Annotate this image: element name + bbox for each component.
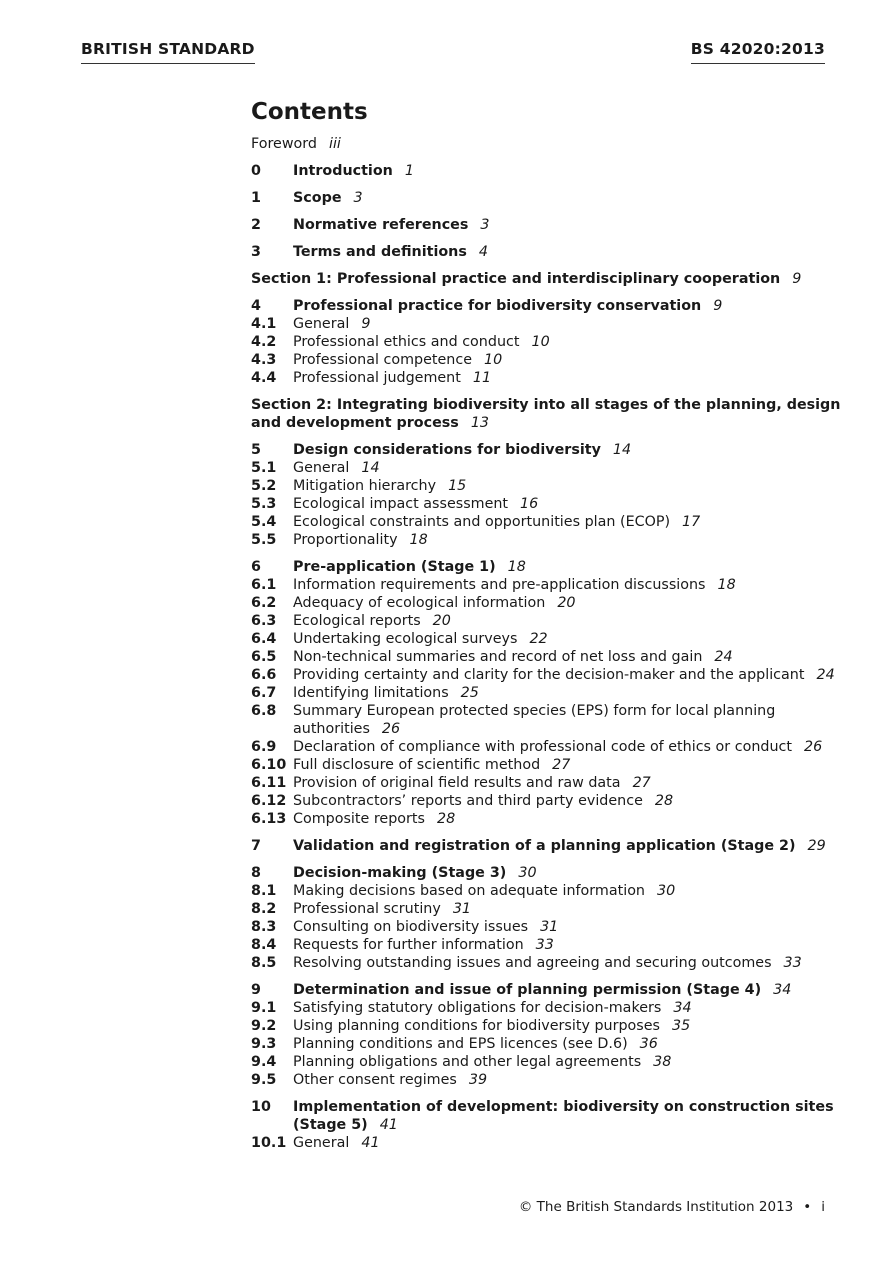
toc-entry-text [293,999,841,1017]
toc-entry-page: 18 [507,559,526,575]
toc-entry-number: 6.7 [251,685,277,701]
toc-entry-text [293,558,841,576]
toc-entry[interactable] [251,756,841,774]
toc-entry-text [293,531,841,549]
toc-entry-title: Provision of original field results and raw data [293,775,621,791]
toc-entry-page: 34 [673,1000,692,1016]
toc-entry[interactable] [251,270,841,288]
toc-group [251,189,841,207]
toc-entry-page: 24 [714,649,733,665]
toc-entry-text [293,1098,841,1134]
toc-entry-page: 18 [717,577,736,593]
header-left [81,40,255,64]
toc-entry-page: 24 [816,667,835,683]
toc-entry-number: 10 [251,1099,271,1115]
toc-entry-number: 6 [251,559,261,575]
toc-entry-page: 30 [657,883,676,899]
toc-entry-text [293,810,841,828]
toc-entry-page: 31 [540,919,559,935]
toc-entry-title: Scope [293,190,342,206]
toc-entry-page: 34 [773,982,792,998]
toc-group [251,981,841,1089]
toc-entry-number: 6.10 [251,757,287,773]
toc-entry[interactable] [251,900,841,918]
toc-entry[interactable] [251,981,841,999]
toc-entry-title: Providing certainty and clarity for the decision-maker and the applicant [293,667,805,683]
toc-entry-number: 4.1 [251,316,277,332]
toc-entry-page: 33 [783,955,802,971]
toc-entry-number: 10.1 [251,1135,287,1151]
toc-entry[interactable] [251,612,841,630]
toc-entry[interactable] [251,999,841,1017]
toc-group [251,216,841,234]
toc-group [251,441,841,549]
toc-entry-number: 6.4 [251,631,277,647]
page-number: i [821,1199,825,1215]
toc-entry-title: Planning obligations and other legal agreements [293,1054,642,1070]
toc-entry-title: Ecological constraints and opportunities plan (ECOP) [293,514,671,530]
toc-entry-page: 30 [518,865,537,881]
toc-entry-title: Professional scrutiny [293,901,441,917]
toc-entry-number: 6.11 [251,775,287,791]
toc-entry-title: Terms and definitions [293,244,467,260]
toc-entry-text [293,243,841,261]
toc-entry-page: 26 [381,721,401,737]
toc-entry[interactable] [251,513,841,531]
toc-entry-page: 35 [672,1018,691,1034]
toc-entry-number: 4.4 [251,370,277,386]
toc-entry[interactable] [251,648,841,666]
toc-entry-text [293,441,841,459]
toc-entry-page: 20 [557,595,576,611]
toc-entry[interactable] [251,738,841,756]
toc-entry-page: 13 [470,415,490,431]
toc-entry-number: 4.2 [251,334,277,350]
toc-entry-title: Undertaking ecological surveys [293,631,518,647]
toc-entry-text [293,1017,841,1035]
footer [519,1199,825,1215]
toc-entry-page: 9 [713,298,723,314]
toc-entry-text [293,738,841,756]
toc-group [251,243,841,261]
toc-entry-title: Determination and issue of planning permission (Stage 4) [293,982,762,998]
toc-entry-text [293,594,841,612]
toc-entry-number: 6.2 [251,595,277,611]
toc-entry-title: Section 2: Integrating biodiversity into all stages of the planning, design and development process [251,397,841,431]
toc-entry[interactable] [251,1098,841,1134]
toc-entry-title: Ecological reports [293,613,421,629]
toc-entry-number: 8.2 [251,901,277,917]
toc-entry[interactable] [251,810,841,828]
toc-entry-text [293,576,841,594]
toc-entry-number: 6.13 [251,811,287,827]
toc-entry-page: 3 [480,217,490,233]
toc-entry-number: 5 [251,442,261,458]
toc-entry[interactable] [251,297,841,315]
toc-entry[interactable] [251,594,841,612]
toc-entry-page: 10 [484,352,503,368]
toc-entry-text [293,882,841,900]
toc-entry[interactable] [251,954,841,972]
page-title: Contents [251,99,368,125]
toc-entry-text [293,900,841,918]
toc-entry[interactable] [251,162,841,180]
toc-entry[interactable] [251,1134,841,1152]
toc-group [251,135,841,153]
toc-entry-text [293,936,841,954]
toc-entry-number: 9.3 [251,1036,277,1052]
toc-entry-text [293,918,841,936]
toc-entry[interactable] [251,531,841,549]
toc-entry-title: Identifying limitations [293,685,449,701]
toc-entry-text [293,513,841,531]
toc-entry-page: 4 [478,244,488,260]
toc-entry-number: 6.6 [251,667,277,683]
toc-entry-title: Design considerations for biodiversity [293,442,601,458]
toc-entry-text [251,270,841,288]
toc-entry-text [251,135,841,153]
toc-entry-title: Normative references [293,217,469,233]
standard-label: BRITISH STANDARD [81,40,255,58]
toc-entry-title: Professional ethics and conduct [293,334,520,350]
toc-entry-text [293,297,841,315]
toc-entry-text [293,216,841,234]
header-rule-right [691,63,825,64]
toc-entry-page: 11 [472,370,492,386]
toc-entry[interactable] [251,630,841,648]
toc-entry[interactable] [251,333,841,351]
toc-entry-number: 8.3 [251,919,277,935]
toc-entry-text [293,459,841,477]
toc-entry[interactable] [251,936,841,954]
toc-entry-page: 15 [448,478,467,494]
toc-entry-number: 8.1 [251,883,277,899]
toc-group [251,297,841,387]
toc-entry-text [293,315,841,333]
toc-entry-number: 8.5 [251,955,277,971]
toc-entry-title: Professional judgement [293,370,461,386]
toc-entry-page: 18 [409,532,428,548]
toc-group [251,162,841,180]
toc-entry-number: 5.4 [251,514,277,530]
toc-entry-page: 31 [452,901,472,917]
toc-entry-number: 6.1 [251,577,277,593]
toc-section-heading [251,270,841,288]
toc-entry-title: Other consent regimes [293,1072,457,1088]
toc-entry-text [293,864,841,882]
toc-entry-number: 5.5 [251,532,277,548]
toc-entry-number: 4.3 [251,352,277,368]
toc-entry-number: 9.5 [251,1072,277,1088]
toc-entry-title: General [293,1135,350,1151]
toc-entry-number: 2 [251,217,261,233]
table-of-contents [251,135,841,1161]
toc-section-heading [251,396,841,432]
standard-number: BS 42020:2013 [690,40,825,58]
toc-entry-page: 14 [361,460,380,476]
toc-entry-number: 4 [251,298,261,314]
toc-entry-page: 22 [529,631,548,647]
toc-entry-text [293,369,841,387]
toc-entry-text [293,477,841,495]
toc-entry-page: 1 [404,163,414,179]
toc-entry-page: 33 [535,937,554,953]
toc-entry-number: 9.2 [251,1018,277,1034]
toc-entry-title: Using planning conditions for biodiversity purposes [293,1018,660,1034]
toc-entry-page: iii [328,136,341,152]
toc-entry[interactable] [251,441,841,459]
toc-entry-text [293,774,841,792]
toc-entry-text [293,495,841,513]
toc-entry-text [293,702,841,738]
toc-entry-text [293,351,841,369]
toc-entry-title: Satisfying statutory obligations for decision-makers [293,1000,662,1016]
toc-entry-title: Foreword [251,136,317,152]
toc-group [251,1098,841,1152]
toc-entry-page: 25 [460,685,479,701]
toc-entry[interactable] [251,702,841,738]
toc-entry-number: 6.9 [251,739,277,755]
toc-entry[interactable] [251,684,841,702]
toc-entry-page: 28 [654,793,674,809]
toc-entry-title: Planning conditions and EPS licences (see D.6) [293,1036,628,1052]
toc-entry-text [293,189,841,207]
toc-entry-text [293,684,841,702]
toc-entry-title: Implementation of development: biodiversity on construction sites (Stage 5) [293,1099,834,1133]
toc-entry[interactable] [251,1071,841,1089]
toc-entry-number: 6.5 [251,649,277,665]
toc-entry[interactable] [251,1017,841,1035]
toc-entry-title: Consulting on biodiversity issues [293,919,529,935]
toc-entry-title: Full disclosure of scientific method [293,757,541,773]
toc-entry-page: 27 [632,775,651,791]
toc-entry-page: 36 [639,1036,658,1052]
toc-entry-text [251,396,841,432]
toc-entry-page: 10 [531,334,550,350]
toc-entry-text [293,648,841,666]
toc-entry[interactable] [251,351,841,369]
toc-entry-page: 20 [432,613,451,629]
toc-entry-title: Subcontractors’ reports and third party evidence [293,793,643,809]
toc-entry[interactable] [251,135,841,153]
toc-entry-number: 0 [251,163,261,179]
toc-entry-number: 8.4 [251,937,277,953]
toc-group [251,864,841,972]
toc-group [251,558,841,828]
toc-entry[interactable] [251,864,841,882]
toc-entry-title: General [293,460,350,476]
header-right [691,40,825,64]
toc-entry-page: 17 [682,514,701,530]
toc-entry-page: 9 [361,316,371,332]
toc-entry[interactable] [251,774,841,792]
toc-entry[interactable] [251,495,841,513]
toc-entry-title: Proportionality [293,532,398,548]
toc-entry-text [293,954,841,972]
toc-entry-number: 6.12 [251,793,287,809]
toc-entry-number: 1 [251,190,261,206]
toc-entry-text [293,630,841,648]
toc-entry-page: 3 [353,190,363,206]
toc-entry-text [293,162,841,180]
toc-entry-page: 38 [653,1054,672,1070]
toc-entry-number: 6.8 [251,703,277,719]
toc-entry-page: 41 [361,1135,380,1151]
toc-entry[interactable] [251,315,841,333]
toc-entry-text [293,756,841,774]
toc-entry-text [293,1053,841,1071]
copyright-text: © The British Standards Institution 2013 [518,1199,794,1215]
toc-entry-number: 5.3 [251,496,277,512]
toc-entry-title: Requests for further information [293,937,524,953]
header-rule-left [81,63,255,64]
toc-entry-page: 29 [807,838,826,854]
toc-entry-title: Professional practice for biodiversity conservation [293,298,702,314]
toc-entry[interactable] [251,558,841,576]
toc-entry-text [293,666,841,684]
toc-entry[interactable] [251,189,841,207]
toc-entry-page: 41 [379,1117,398,1133]
toc-entry-title: Adequacy of ecological information [293,595,546,611]
toc-entry[interactable] [251,243,841,261]
toc-entry[interactable] [251,1035,841,1053]
toc-entry[interactable] [251,477,841,495]
toc-entry-text [293,981,841,999]
toc-entry[interactable] [251,396,841,432]
toc-entry-title: Composite reports [293,811,425,827]
toc-entry-title: Validation and registration of a planning application (Stage 2) [293,838,796,854]
toc-entry[interactable] [251,918,841,936]
toc-entry[interactable] [251,882,841,900]
toc-entry-text [293,1071,841,1089]
toc-entry-text [293,792,841,810]
toc-entry[interactable] [251,576,841,594]
toc-entry[interactable] [251,837,841,855]
toc-entry[interactable] [251,792,841,810]
toc-entry-title: Making decisions based on adequate information [293,883,645,899]
toc-entry-page: 26 [804,739,823,755]
toc-entry-number: 5.1 [251,460,277,476]
toc-entry-text [293,837,841,855]
toc-entry-number: 5.2 [251,478,277,494]
toc-entry-title: Pre-application (Stage 1) [293,559,496,575]
toc-entry-page: 14 [612,442,632,458]
toc-entry-number: 9.1 [251,1000,277,1016]
toc-entry-number: 9 [251,982,261,998]
toc-entry-title: Mitigation hierarchy [293,478,437,494]
toc-entry-title: Resolving outstanding issues and agreeing and securing outcomes [293,955,772,971]
toc-entry-page: 9 [792,271,802,287]
toc-entry-number: 8 [251,865,261,881]
toc-entry-text [293,1035,841,1053]
toc-entry[interactable] [251,666,841,684]
toc-entry-title: Summary European protected species (EPS) form for local planning authorities [293,703,776,737]
toc-entry[interactable] [251,216,841,234]
toc-entry-number: 7 [251,838,261,854]
toc-entry[interactable] [251,1053,841,1071]
toc-entry-text [293,333,841,351]
toc-entry-number: 9.4 [251,1054,277,1070]
toc-entry-title: Declaration of compliance with professional code of ethics or conduct [293,739,792,755]
toc-entry-title: Professional competence [293,352,472,368]
toc-entry-title: Section 1: Professional practice and interdisciplinary cooperation [251,271,781,287]
toc-entry-number: 3 [251,244,261,260]
toc-entry-number: 6.3 [251,613,277,629]
toc-entry-title: Ecological impact assessment [293,496,509,512]
toc-entry-title: Introduction [293,163,393,179]
toc-entry-title: Information requirements and pre-application discussions [293,577,706,593]
toc-entry-title: Decision-making (Stage 3) [293,865,507,881]
toc-entry-page: 39 [468,1072,488,1088]
toc-entry-page: 27 [552,757,571,773]
toc-entry-title: General [293,316,350,332]
toc-group [251,837,841,855]
toc-entry-text [293,1134,841,1152]
toc-entry-page: 16 [520,496,539,512]
toc-entry-text [293,612,841,630]
toc-entry-title: Non-technical summaries and record of net loss and gain [293,649,703,665]
toc-entry[interactable] [251,369,841,387]
toc-entry-page: 28 [436,811,456,827]
toc-entry[interactable] [251,459,841,477]
bullet-separator: • [803,1199,812,1215]
